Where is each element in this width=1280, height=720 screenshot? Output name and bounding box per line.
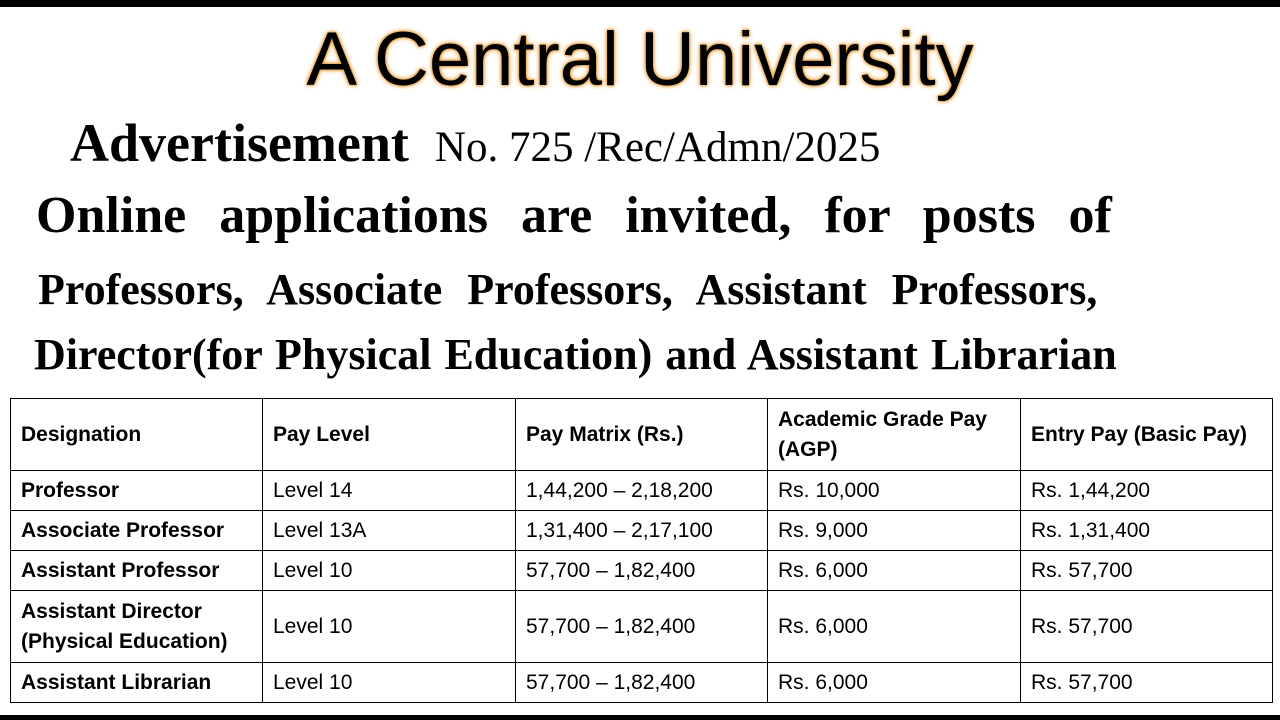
advertisement-number: No. 725 /Rec/Admn/2025 (434, 124, 881, 171)
header-entry-pay: Entry Pay (Basic Pay) (1021, 399, 1273, 471)
cell-entry-pay: Rs. 57,700 (1021, 663, 1273, 703)
table-row (11, 471, 1273, 511)
cell-designation: Assistant Librarian (11, 663, 263, 703)
cell-agp: Rs. 6,000 (768, 591, 1021, 663)
cell-designation: Assistant Director (Physical Education) (11, 591, 263, 663)
cell-agp: Rs. 6,000 (768, 551, 1021, 591)
cell-designation: Professor (11, 471, 263, 511)
table-row (11, 551, 1273, 591)
cell-pay-matrix: 57,700 – 1,82,400 (516, 551, 768, 591)
university-title: A Central University (306, 17, 974, 102)
cell-agp: Rs. 9,000 (768, 511, 1021, 551)
header-designation: Designation (11, 399, 263, 471)
cell-pay-matrix: 1,44,200 – 2,18,200 (516, 471, 768, 511)
cell-pay-matrix: 57,700 – 1,82,400 (516, 663, 768, 703)
cell-pay-level: Level 10 (263, 663, 516, 703)
cell-entry-pay: Rs. 57,700 (1021, 551, 1273, 591)
intro-line-3: Director(for Physical Education) and Assistant Librarian (34, 330, 1117, 379)
header-agp: Academic Grade Pay (AGP) (768, 399, 1021, 471)
intro-line-2: Professors, Associate Professors, Assistant Professors, (38, 265, 1098, 314)
header-pay-matrix: Pay Matrix (Rs.) (516, 399, 768, 471)
cell-pay-matrix: 1,31,400 – 2,17,100 (516, 511, 768, 551)
cell-pay-level: Level 10 (263, 591, 516, 663)
cell-pay-level: Level 13A (263, 511, 516, 551)
table-row (11, 591, 1273, 663)
cell-entry-pay: Rs. 1,31,400 (1021, 511, 1273, 551)
advertisement-label: Advertisement (70, 113, 409, 173)
table-row (11, 663, 1273, 703)
cell-entry-pay: Rs. 1,44,200 (1021, 471, 1273, 511)
cell-agp: Rs. 6,000 (768, 663, 1021, 703)
cell-pay-level: Level 10 (263, 551, 516, 591)
table-header-row (11, 399, 1273, 471)
cell-pay-matrix: 57,700 – 1,82,400 (516, 591, 768, 663)
advertisement-line (70, 113, 880, 178)
cell-designation: Assistant Professor (11, 551, 263, 591)
pay-table (10, 398, 1273, 703)
cell-designation: Associate Professor (11, 511, 263, 551)
cell-pay-level: Level 14 (263, 471, 516, 511)
header-pay-level: Pay Level (263, 399, 516, 471)
intro-line-1: Online applications are invited, for posts of (36, 187, 1112, 244)
cell-agp: Rs. 10,000 (768, 471, 1021, 511)
cell-entry-pay: Rs. 57,700 (1021, 591, 1273, 663)
table-row (11, 511, 1273, 551)
